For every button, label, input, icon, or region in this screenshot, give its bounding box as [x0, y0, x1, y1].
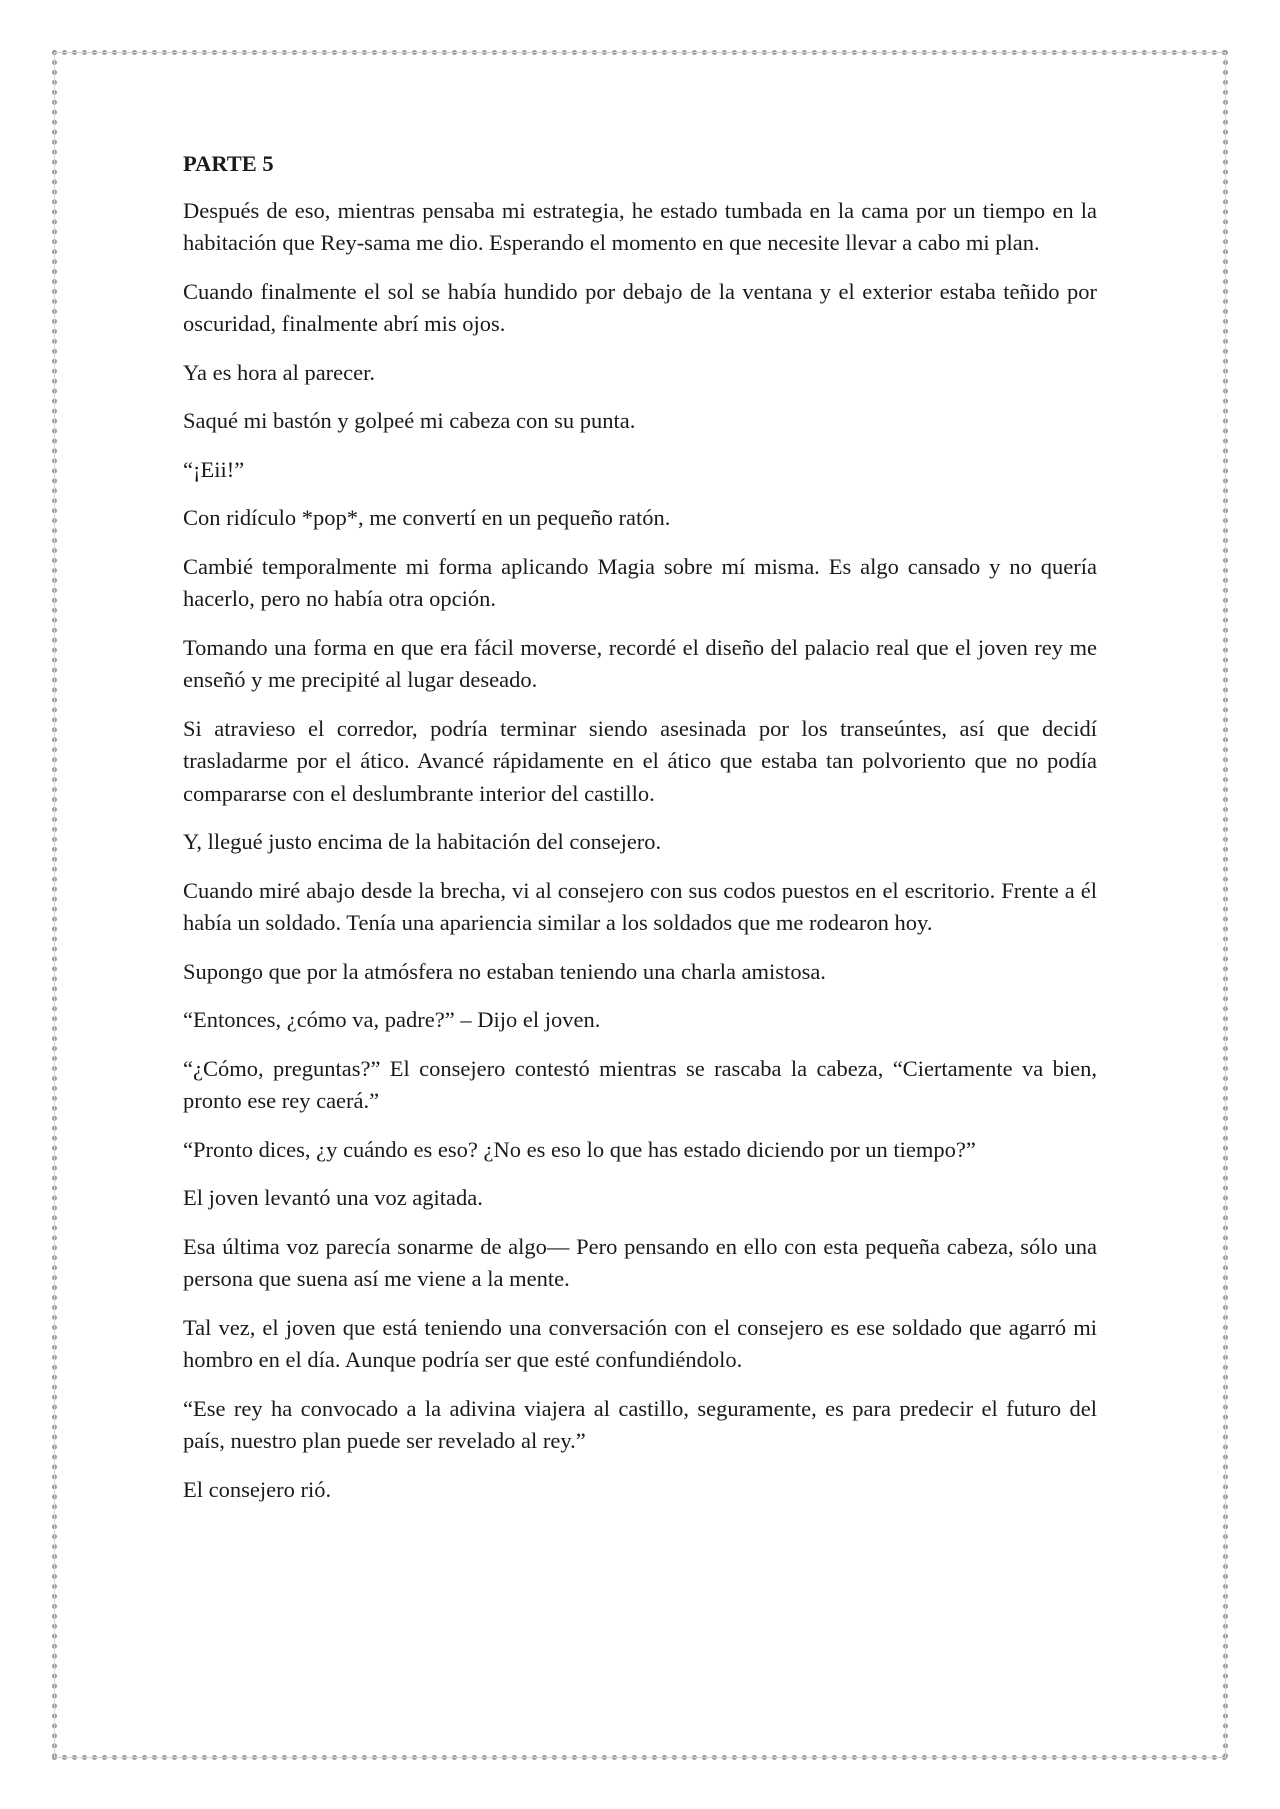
- paragraph: Ya es hora al parecer.: [183, 359, 376, 385]
- paragraph: “Ese rey ha convocado a la adivina viajera al castillo, seguramente, es para predecir el futuro del país, nuestro plan puede ser revelado al rey.”: [183, 1395, 1097, 1453]
- paragraph: Supongo que por la atmósfera no estaban teniendo una charla amistosa.: [183, 958, 826, 984]
- paragraph: Y, llegué justo encima de la habitación del consejero.: [183, 829, 662, 854]
- paragraph: Después de eso, mientras pensaba mi estrategia, he estado tumbada en la cama por un tiempo en la habitación que Rey-sama me dio. Esperando el momento en que necesite llevar a cabo mi plan.: [183, 197, 1097, 255]
- paragraph: “¿Cómo, preguntas?” El consejero contestó mientras se rascaba la cabeza, “Ciertamente va bien, pronto ese rey caerá.”: [183, 1055, 1097, 1113]
- paragraph: Esa última voz parecía sonarme de algo— Pero pensando en ello con esta pequeña cabeza, sólo una persona que suena así me viene a la mente.: [183, 1233, 1097, 1291]
- paragraph: Saqué mi bastón y golpeé mi cabeza con su punta.: [183, 408, 636, 433]
- paragraph: Tal vez, el joven que está teniendo una conversación con el consejero es ese soldado que agarró mi hombro en el día. Aunque podría ser que esté confundiéndolo.: [183, 1314, 1097, 1372]
- paragraph: “¡Eii!”: [183, 456, 245, 482]
- paragraph: El consejero rió.: [183, 1476, 332, 1502]
- paragraph: Si atravieso el corredor, podría terminar siendo asesinada por los transeúntes, así que decidí trasladarme por el ático. Avancé rápidamente en el ático que estaba tan polvoriento que no podía compararse con el deslumbrante interior del castillo.: [183, 715, 1097, 806]
- paragraph: “Pronto dices, ¿y cuándo es eso? ¿No es eso lo que has estado diciendo por un tiempo?”: [183, 1136, 976, 1162]
- chapter-title: PARTE 5: [183, 151, 274, 176]
- paragraph: Cuando miré abajo desde la brecha, vi al consejero con sus codos puestos en el escritorio. Frente a él había un soldado. Tenía una apariencia similar a los soldados que me rodearon hoy.: [183, 877, 1097, 935]
- paragraph: Tomando una forma en que era fácil moverse, recordé el diseño del palacio real que el joven rey me enseñó y me precipité al lugar deseado.: [183, 634, 1097, 692]
- paragraph: “Entonces, ¿cómo va, padre?” – Dijo el joven.: [183, 1007, 601, 1032]
- paragraph: Cuando finalmente el sol se había hundido por debajo de la ventana y el exterior estaba teñido por oscuridad, finalmente abrí mis ojos.: [183, 278, 1097, 336]
- paragraph: Con ridículo *pop*, me convertí en un pequeño ratón.: [183, 505, 671, 530]
- paragraph: Cambié temporalmente mi forma aplicando Magia sobre mí misma. Es algo cansado y no quería hacerlo, pero no había otra opción.: [183, 553, 1097, 611]
- document-body: [183, 148, 1097, 1522]
- paragraph: El joven levantó una voz agitada.: [183, 1185, 483, 1210]
